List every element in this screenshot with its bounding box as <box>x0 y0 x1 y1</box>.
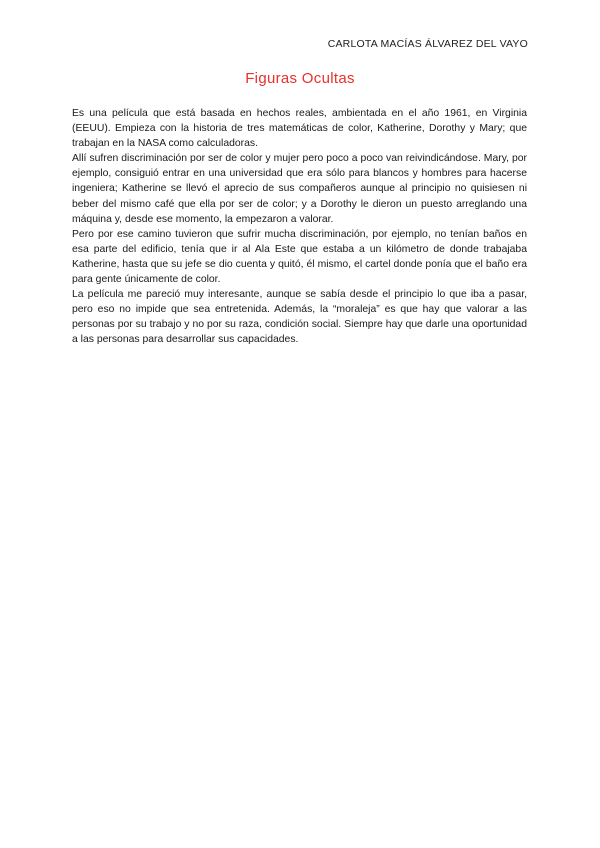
paragraph-1: Es una película que está basada en hechos reales, ambientada en el año 1961, en Virginia (EEUU). Empieza con la historia de tres matemáticas de color, Katherine, Dorothy y Mary; que trabajan en la NASA como calculadoras. <box>72 108 527 150</box>
document-body <box>72 106 527 348</box>
paragraph-2: Allí sufren discriminación por ser de color y mujer pero poco a poco van reivindicándose. Mary, por ejemplo, consiguió entrar en una universidad que era sólo para blancos y hombres para hacerse ingeniera; Katherine se llevó el aprecio de sus compañeros aunque al principio no quisiesen ni beber del mismo café que ella por ser de color; y a Dorothy le dieron un puesto arreglando una máquina y, desde ese momento, la empezaron a valorar. <box>72 153 527 225</box>
document-title: Figuras Ocultas <box>245 70 355 87</box>
paragraph-4: La película me pareció muy interesante, aunque se sabía desde el principio lo que iba a pasar, pero eso no impide que sea entretenida. Además, la “moraleja” es que hay que valorar a las personas por su trabajo y no por su raza, condición social. Siempre hay que darle una oportunidad a las personas para desarrollar sus capacidades. <box>72 289 527 346</box>
paragraph-3: Pero por ese camino tuvieron que sufrir mucha discriminación, por ejemplo, no tenían baños en esa parte del edificio, tenía que ir al Ala Este que estaba a un kilómetro de donde trabajaba Katherine, hasta que su jefe se dio cuenta y quitó, él mismo, el cartel donde ponía que el baño era para gente únicamente de color. <box>72 228 527 286</box>
author-header: CARLOTA MACÍAS ÁLVAREZ DEL VAYO <box>327 38 528 50</box>
